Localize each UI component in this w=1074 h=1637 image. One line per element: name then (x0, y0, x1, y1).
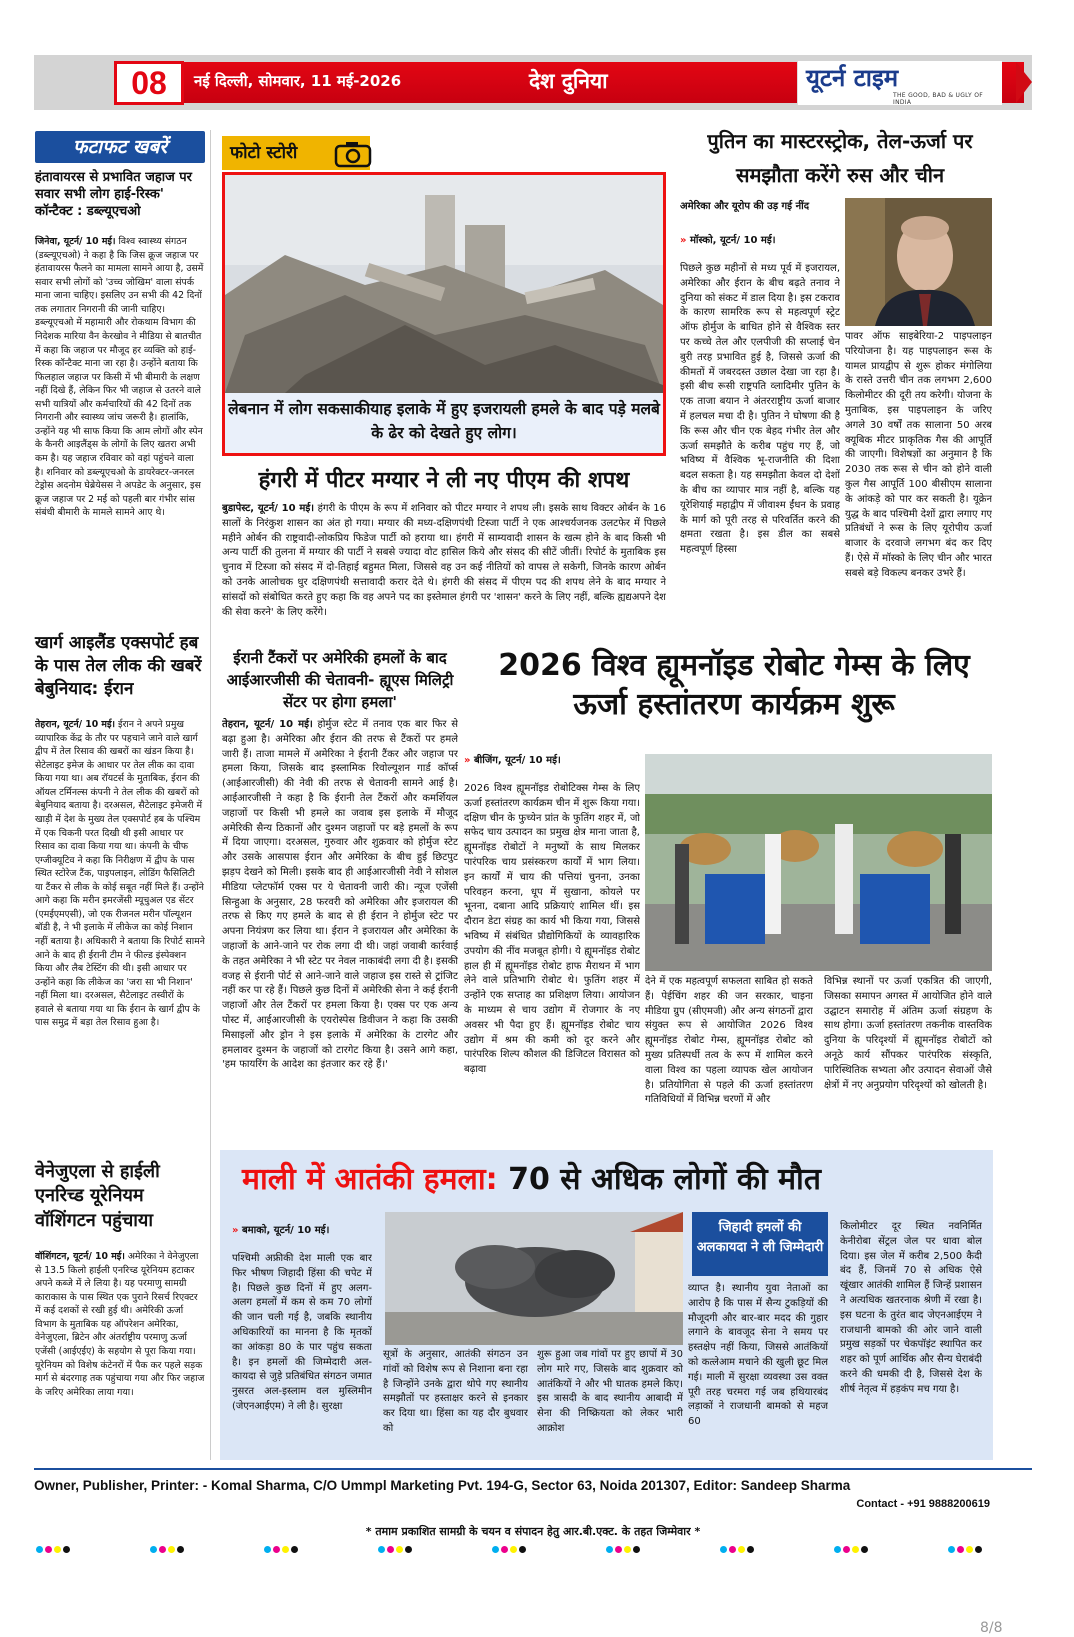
story-robot-body-3: विभिन्न स्थानों पर ऊर्जा एकत्रित की जाएगी, जिसका समापन अगस्त में आयोजित होने वाले उद्घाटन समारोह में अंतिम ऊर्जा संग्रहण के साथ होगा। ऊर्जा हस्तांतरण तकनीक वास्तविक दुनिया के परिदृश्यों में ह्यूमनॉइड रोबोटों को अनूठे कार्य सौंपकर पारंपरिक संस्कृति, पारिस्थितिक सभ्यता और उत्पादन सेवाओं जैसे क्षेत्रों में नए अनुप्रयोग परिदृश्यों को खोलती है। (824, 976, 992, 1091)
column-divider (210, 130, 211, 1460)
footer-imprint: Owner, Publisher, Printer: - Komal Sharma, C/O Ummpl Marketing Pvt. 194-G, Sector 63, Noida 201307, Editor: Sandeep Sharma (34, 1478, 851, 1493)
quick-news-column (35, 131, 205, 163)
story-robot-title: 2026 विश्व ह्यूमनॉइड रोबोट गेम्स के लिए ऊर्जा हस्तांतरण कार्यक्रम शुरू (498, 648, 970, 722)
story-mali-dateline: » बमाको, यूटर्न/ 10 मई। (232, 1225, 330, 1236)
story-hungary-title: हंगरी में पीटर मग्यार ने ली नए पीएम की शपथ (258, 468, 630, 493)
page-number: 08 (114, 61, 184, 105)
story-venezuela-title: वेनेजुएला से हाईली एनरिच्ड यूरेनियम वॉशिंगटन पहुंचाया (35, 1161, 160, 1231)
photo-story-tag: फोटो स्टोरी (222, 136, 370, 170)
story-hantavirus-title: हंतावायरस से प्रभावित जहाज पर सवार सभी लोग हाई-रिस्क' कॉन्टैक्ट : डब्ल्यूएचओ (35, 170, 192, 219)
masthead-bar (34, 55, 1032, 110)
story-mali-col-4: व्याप्त है। स्थानीय युवा नेताओं का आरोप है कि पास में सैन्य टुकड़ियों की मौजूदगी और बार-बार मदद की गुहार लगाने के बावजूद सेना ने समय पर हस्तक्षेप नहीं किया, जिससे आतंकियों को कत्लेआम मचाने की खुली छूट मिल गई। माली में सुरक्षा व्यवस्था उस वक्त पूरी तरह चरमरा गई जब हथियारबंद लड़ाकों ने राजधानी बामको से महज 60 (688, 1283, 828, 1428)
robot-tea-photo (645, 754, 992, 971)
smoke-photo (385, 1212, 683, 1345)
story-putin-body-1: पिछले कुछ महीनों से मध्य पूर्व में इजरायल, अमेरिका और ईरान के बीच बढ़ते तनाव ने दुनिया को संकट में डाल दिया है। इस टकराव के कारण सामरिक रूप से महत्वपूर्ण स्ट्रेट ऑफ होर्मुज के बाधित होने से वैश्विक स्तर पर कच्चे तेल और एलपीजी की सप्लाई चेन बुरी तरह प्रभावित हुई है, जिससे ऊर्जा की कीमतों में जबरदस्त उछाल देखा जा रहा है। इसी बीच रूसी राष्ट्रपति व्लादिमीर पुतिन के एक ताजा बयान ने अंतरराष्ट्रीय ऊर्जा बाजार में हलचल मचा दी है। पुतिन ने घोषणा की है कि रूस और चीन एक बेहद गंभीर तेल और ऊर्जा समझौते के करीब पहुंच गए हैं, जो भविष्य में वैश्विक भू-राजनीति की दिशा बदल सकता है। यह समझौता केवल दो देशों के बीच का व्यापार मात्र नहीं है, बल्कि यह यूरेशियाई महाद्वीप में जीवाश्म ईंधन के प्रवाह के मार्ग को पूरी तरह से परिवर्तित करने की क्षमता रखता है। इस डील का सबसे महत्वपूर्ण हिस्सा (680, 263, 840, 556)
story-putin-title: पुतिन का मास्टरस्ट्रोक, तेल-ऊर्जा पर समझौता करेंगे रुस और चीन (707, 129, 973, 188)
brand-name: यूटर्न टाइम (806, 63, 899, 92)
story-putin-kicker: अमेरिका और यूरोप की उड़ गई नींद (680, 201, 810, 212)
story-venezuela-body: वॉशिंगटन, यूटर्न/ 10 मई। अमेरिका ने वेनेजुएला से 13.5 किलो हाईली एनरिच्ड यूरेनियम हटाकर अपने कब्जे में ले लिया है। यह परमाणु सामग्री काराकास के पास स्थित एक पुराने रिसर्च रिएक्टर में कई दशकों से रखी हुई थी। अमेरिकी ऊर्जा विभाग के मुताबिक यह ऑपरेशन अमेरिका, वेनेजुएला, ब्रिटेन और अंतर्राष्ट्रीय परमाणु ऊर्जा एजेंसी (आईएईए) के सहयोग से पूरा किया गया। यूरेनियम को विशेष कंटेनरों में पैक कर पहले सड़क मार्ग से बंदरगाह तक पहुंचाया गया और फिर जहाज के जरिए अमेरिका लाया गया। (35, 1251, 205, 1398)
footer-rule (34, 1468, 1032, 1470)
story-kharg-body: तेहरान, यूटर्न/ 10 मई। ईरान ने अपने प्रमुख व्यापारिक केंद्र के तौर पर पहचाने जाने वाले खार्ग द्वीप में तेल रिसाव की खबरों का खंडन किया है। सेटेलाइट इमेज के आधार पर तेल लीक का दावा किया गया था। अब रॉयटर्स के मुताबिक, ईरान की ऑयल टर्मिनल्स कंपनी ने तेल लीक की खबरों को बेबुनियाद बताया है। दरअसल, सैटेलाइट इमेजरी में खाड़ी में देश के मुख्य तेल एक्सपोर्ट हब के पश्चिम में एक चिकनी परत दिखी थी इसी आधार पर रिसाव का दावा किया गया था। कंपनी के चीफ एग्जीक्यूटिव ने कहा कि निरीक्षण में द्वीप के पास स्थित स्टोरेज टैंक, पाइपलाइन, लोडिंग फैसिलिटी या टैंकर से लीक के कोई सबूत नहीं मिले हैं। उन्होंने आगे कहा कि मरीन इमरजेंसी म्यूचुअल एड सेंटर (एमईएमएसी), जो एक रीजनल मरीन पॉल्यूशन बॉडी है, ने भी इलाके में लीकेज का कोई निशान नहीं बताया है। अधिकारी ने बताया कि रिपोर्ट सामने आने के बाद ही ईरानी टीम ने फील्ड इंस्पेक्शन किया और लैब टेस्टिंग की थी। इसी आधार पर उन्होंने कहा कि लीकेज का 'जरा सा भी निशान' नहीं मिला था। दरअसल, सैटेलाइट तस्वीरों के हवाले से बताया गया था कि ईरान के खार्ग द्वीप के पास समुद्र में बड़ा तेल रिसाव हुआ है। (35, 719, 205, 1029)
page-counter: 8/8 (980, 1620, 1003, 1636)
story-putin-dateline: » मॉस्को, यूटर्न/ 10 मई। (680, 235, 776, 246)
camera-icon (334, 140, 372, 168)
brand-tagline: THE GOOD, BAD & UGLY OF INDIA (893, 92, 983, 106)
brand-logo (797, 61, 1002, 105)
story-mali-title: माली में आतंकी हमला: 70 से अधिक लोगों की मौत (242, 1162, 821, 1197)
color-register-dots (606, 1538, 642, 1546)
story-iran-body: तेहरान, यूटर्न/ 10 मई। होर्मुज स्टेट में तनाव एक बार फिर से बढ़ा हुआ है। अमेरिका और ईरान की तरफ से टैंकरों पर हमले जारी हैं। ताजा मामले में अमेरिका ने ईरानी टैंकर और जहाज पर हमला किया, जिसके बाद इस्लामिक रिवोल्यूशन गार्ड कॉर्प्स (आईआरजीसी) की नेवी की तरफ से चेतावनी सामने आई है। आईआरजीसी ने कहा है कि ईरानी तेल टैंकरों और कमर्शियल जहाजों पर किसी भी हमले का जवाब इस इलाके में मौजूद अमेरिकी सैन्य ठिकानों और दुश्मन जहाजों पर बड़े हमलों के रूप में दिया जाएगा। दरअसल, गुरुवार और शुक्रवार को होर्मुज स्टेट और उसके आसपास ईरान और अमेरिका के बीच हुई छिटपुट झड़प देखने को मिली। इसके बाद ही आईआरजीसी नेवी ने सोशल मीडिया प्लेटफॉर्म एक्स पर ये चेतावनी जारी की। न्यूज एजेंसी सिन्हुआ के अनुसार, 28 फरवरी को अमेरिका और इजरायल की तरफ से किए गए हमले के बाद से ही ईरान ने होर्मुज स्टेट पर अपना नियंत्रण कर लिया था। ईरान ने इजरायल और अमेरिका के जहाजों के आने-जाने पर रोक लगा दी थी। जहां जवाबी कार्रवाई के तहत अमेरिका ने भी स्टेट पर नेवल नाकाबंदी लगा दी है। इसकी वजह से ईरानी पोर्ट से आने-जाने वाले जहाज इस रास्ते से ट्रांजिट नहीं कर पा रहे हैं। पिछले कुछ दिनों में अमेरिकी सेना ने कई ईरानी जहाजों और तेल टैंकरों पर हमला किया है। एक्स पर एक अन्य पोस्ट में, आईआरजीसी के एयरोस्पेस डिवीजन ने कहा कि उसकी मिसाइलों और ड्रोन ने इस इलाके में अमेरिका के टारगेट और हमलावर दुश्मन के जहाजों को टारगेट किया है। उसने आगे कहा, 'हम फायरिंग के आदेश का इंतजार कर रहे हैं।' (222, 719, 458, 1071)
story-robot-body-1: 2026 विश्व ह्यूमनॉइड रोबोटिक्स गेम्स के लिए ऊर्जा हस्तांतरण कार्यक्रम चीन में शुरू किया गया। दक्षिण चीन के फुच्येन प्रांत के फुतिंग शहर में, जो सफेद चाय उत्पादन का प्रमुख क्षेत्र माना जाता है, ह्यूमनॉइड रोबोटों ने मनुष्यों के साथ मिलकर पारंपरिक चाय प्रसंस्करण कार्यों में भाग लिया। इन कार्यों में चाय की पत्तियां चुनना, उनका परिवहन करना, धूप में सुखाना, कोयले पर भूनना, दबाना आदि प्रक्रियाएं शामिल थीं। इस दौरान डेटा संग्रह का कार्य भी किया गया, जिससे भविष्य में संबंधित प्रौद्योगिकियों के व्यावहारिक उपयोग की नींव मजबूत होगी। ये ह्यूमनॉइड रोबोट हाल ही में ह्यूमनॉइड रोबोट हाफ मैराथन में भाग लेने वाले प्रतिभागि रोबोट थे। फुतिंग शहर में उन्होंने एक सप्ताह का प्रशिक्षण लिया। आयोजन के माध्यम से चाय उद्योग में रोजगार के नए अवसर भी पैदा हुए हैं। ह्यूमनॉइड रोबोट चाय उद्योग में श्रम की कमी को दूर करने और पारंपरिक शिल्प कौशल की डिजिटल विरासत को बढ़ावा (464, 783, 640, 1076)
color-register-dots (150, 1538, 186, 1546)
color-register-dots (36, 1538, 72, 1546)
story-kharg-title: खार्ग आइलैंड एक्सपोर्ट हब के पास तेल लीक की खबरें बेबुनियाद: ईरान (35, 633, 202, 699)
photo-story-caption: लेबनान में लोग सकसाकीयाह इलाके में हुए इजरायली हमले के बाद पड़े मलबे के ढेर को देखते हुए लोग। (225, 393, 663, 453)
story-iran-title: ईरानी टैंकरों पर अमेरिकी हमलों के बाद आईआरजीसी की चेतावनी- ह्यूएस मिलिट्री सेंटर पर होगा हमला' (226, 649, 454, 711)
story-mali-col-5: किलोमीटर दूर स्थित नवनिर्मित केनीरोबा सेंट्रल जेल पर धावा बोल दिया। इस जेल में करीब 2,500 कैदी बंद हैं, जिनमें 70 से अधिक ऐसे खूंखार आतंकी शामिल हैं जिन्हें प्रशासन ने अत्यधिक खतरनाक श्रेणी में रखा है। इस घटना के तुरंत बाद जेएनआईएम ने राजधानी बामको की ओर जाने वाली प्रमुख सड़कों पर चेकपॉइंट स्थापित कर शहर को पूर्ण आर्थिक और सैन्य घेराबंदी करने की धमकी दी है, जिससे देश के शीर्ष नेतृत्व में हड़कंप मच गया है। (840, 1221, 982, 1395)
story-mali-col-2: सूत्रों के अनुसार, आतंकी संगठन उन गांवों को विशेष रूप से निशाना बना रहा है जिन्होंने उनके द्वारा थोपे गए स्थानीय समझौतों पर हस्ताक्षर करने से इनकार कर दिया था। हिंसा का यह दौर बुधवार को (383, 1349, 528, 1434)
color-register-dots (264, 1538, 300, 1546)
story-hungary-body: बुडापेस्ट, यूटर्न/ 10 मई। हंगरी के पीएम के रूप में शनिवार को पीटर मग्यार ने शपथ ली। इसके साथ विक्टर ओर्बन के 16 सालों के निरंकुश शासन का अंत हो गया। मग्यार की मध्य-दक्षिणपंथी टिस्जा पार्टी ने एक आश्चर्यजनक उलटफेर में पिछले महीने ओर्बन की राष्ट्रवादी-लोकप्रिय फिडेज पार्टी को हराया था। हंगरी में साम्यवादी शासन के खत्म होने के बाद किसी भी अन्य पार्टी की तुलना में मग्यार की पार्टी ने सबसे ज्यादा वोट हासिल किये और संसद की सीटें जीतीं। रिपोर्ट के मुताबिक इस चुनाव में टिस्जा को संसद में दो-तिहाई बहुमत मिला, जिससे वह उन कई नीतियों को वापस ले सकेगी, जिनके कारण ओर्बन को उनके आलोचक धुर दक्षिणपंथी सत्तावादी करार देते थे। हंगरी की संसद में पीएम पद की शपथ लेने के बाद मग्यार ने सांसदों को संबोधित करते हुए कहा कि वह अपने पद का इस्तेमाल हंगरी पर 'शासन' करने के लिए नहीं, बल्कि ह्यद्यअपने देश की सेवा करने' के लिए करेंगे। (222, 503, 666, 618)
dateline: नई दिल्ली, सोमवार, 11 मई-2026 (194, 72, 402, 90)
color-register-dots (948, 1538, 984, 1546)
footer-note: * तमाम प्रकाशित सामग्री के चयन व संपादन हेतु आर.बी.एक्ट. के तहत जिम्मेवार * (365, 1525, 701, 1538)
mali-highlight-box: जिहादी हमलों की अलकायदा ने ली जिम्मेदारी (692, 1212, 828, 1276)
story-putin-body-2: पावर ऑफ साइबेरिया-2 पाइपलाइन परियोजना है। यह पाइपलाइन रूस के यामल प्रायद्वीप से शुरू होकर मंगोलिया के रास्ते उत्तरी चीन तक लगभग 2,600 किलोमीटर की दूरी तय करेगी। योजना के मुताबिक, इस पाइपलाइन के जरिए अगले 30 वर्षों तक सालाना 50 अरब क्यूबिक मीटर प्राकृतिक गैस की आपूर्ति की जाएगी। विशेषज्ञों का अनुमान है कि 2030 तक रूस से चीन को होने वाली कुल गैस आपूर्ति 100 बीसीएम सालाना के आंकड़े को पार कर सकती है। यूक्रेन युद्ध के बाद पश्चिमी देशों द्वारा लगाए गए प्रतिबंधों ने रूस के लिए यूरोपीय ऊर्जा बाजार के दरवाजे लगभग बंद कर दिए हैं। ऐसे में मॉस्को के लिए चीन और भारत सबसे बड़े विकल्प बनकर उभरे हैं। (845, 331, 992, 579)
color-register-dots (834, 1538, 870, 1546)
rubble-photo (225, 175, 663, 393)
story-robot-dateline: » बीजिंग, यूटर्न/ 10 मई। (464, 755, 561, 766)
color-register-dots (720, 1538, 756, 1546)
color-register-dots (492, 1538, 528, 1546)
story-mali-col-3: शुरू हुआ जब गांवों पर हुए छापों में 30 लोग मारे गए, जिसके बाद शुक्रवार को आतंकियों ने और भी घातक हमले किए। इस त्रासदी के बाद स्थानीय आबादी में सेना की निष्क्रियता को लेकर भारी आक्रोश (537, 1349, 683, 1434)
story-robot-body-2: देने में एक महत्वपूर्ण सफलता साबित हो सकते हैं। पेईचिंग शहर की जन सरकार, चाइना मीडिया ग्रुप (सीएमजी) और अन्य संगठनों द्वारा संयुक्त रूप से आयोजित 2026 विश्व ह्यूमनॉइड रोबोट गेम्स, ह्यूमनॉइड रोबोट को मुख्य प्रतिस्पर्धी तत्व के रूप में शामिल करने वाला विश्व का पहला व्यापक खेल आयोजन है। प्रतियोगिता से पहले की ऊर्जा हस्तांतरण गतिविधियों में विभिन्न चरणों में और (645, 976, 813, 1106)
story-hantavirus-body: जिनेवा, यूटर्न/ 10 मई। विश्व स्वास्थ्य संगठन (डब्ल्यूएचओ) ने कहा है कि जिस क्रूज जहाज पर हंतावायरस फैलने का मामला सामने आया है, उसमें सवार सभी लोगों को 'उच्च जोखिम' वाला संपर्क माना जाना चाहिए। इसलिए उन सभी की 42 दिनों तक लगातार निगरानी की जानी चाहिए। डब्ल्यूएचओ में महामारी और रोकथाम विभाग की निदेशक मारिया वैन केरखोव ने मीडिया से बातचीत में कहा कि जहाज पर मौजूद हर व्यक्ति को हाई-रिस्क कॉन्टैक्ट माना जा रहा है। उन्होंने बताया कि फिलहाल जहाज पर किसी में भी बीमारी के लक्षण नहीं दिखे हैं, लेकिन फिर भी जहाज से उतरने वाले सभी यात्रियों और कर्मचारियों की 42 दिनों तक निगरानी और स्वास्थ्य जांच जरूरी है। हालांकि, उन्होंने यह भी साफ किया कि आम लोगों और स्पेन के कैनरी आइलैंड्स के लोगों के लिए खतरा अभी कम है। यह जहाज रविवार को वहां पहुंचने वाला है। शनिवार को डब्ल्यूएचओ के डायरेक्टर-जनरल टेड्रोस अदनोम घेब्रेयेसस ने अपडेट के अनुसार, इस क्रूज जहाज पर 2 मई को पहली बार गंभीर सांस संबंधी बीमारी के मामले सामने आए थे। (35, 236, 204, 519)
putin-photo (845, 198, 992, 326)
color-register-dots (378, 1538, 414, 1546)
footer-contact: Contact - +91 9888200619 (856, 1498, 990, 1510)
section-title: देश दुनिया (529, 69, 608, 93)
story-mali-col-1: पश्चिमी अफ्रीकी देश माली एक बार फिर भीषण जिहादी हिंसा की चपेट में है। पिछले कुछ दिनों में हुए अलग-अलग हमलों में कम से कम 70 लोगों की जान चली गई है, जबकि स्थानीय अधिकारियों का मानना है कि मृतकों का आंकड़ा 80 के पार पहुंच सकता है। इन हमलों की जिम्मेदारी अल-कायदा से जुड़े प्रतिबंधित संगठन जमात नुसरत अल-इस्लाम वल मुस्लिमीन (जेएनआईएम) ने ली है। सुरक्षा (232, 1253, 372, 1412)
quick-news-banner: फटाफट खबरें (35, 131, 205, 163)
